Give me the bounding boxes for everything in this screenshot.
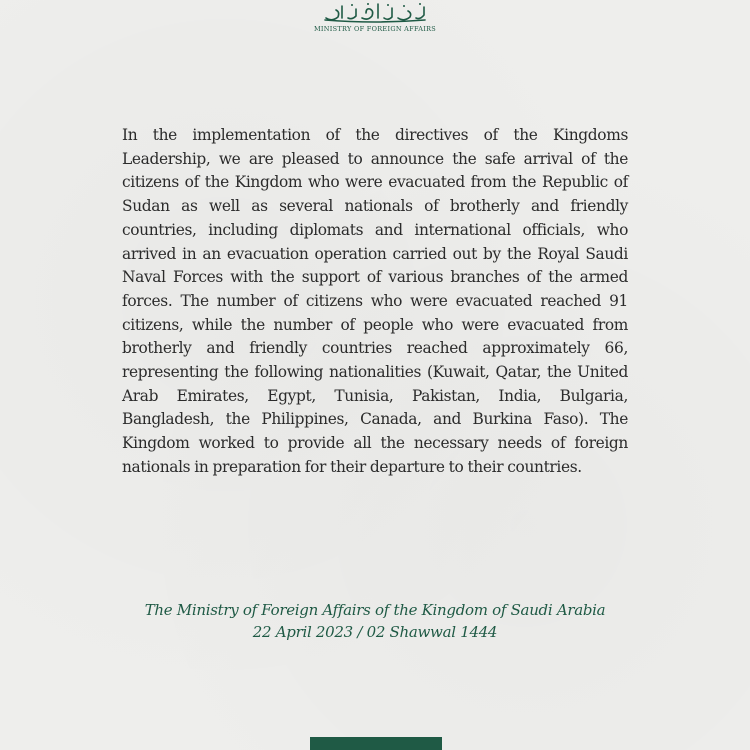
signature-block bbox=[0, 599, 750, 643]
arabic-calligraphy-logo-icon bbox=[322, 0, 428, 24]
ministry-logo bbox=[0, 0, 750, 40]
signature-date: 22 April 2023 / 02 Shawwal 1444 bbox=[252, 623, 498, 641]
signature-ministry-name: The Ministry of Foreign Affairs of the Kingdom of Saudi Arabia bbox=[144, 601, 606, 619]
footer-bar bbox=[310, 737, 442, 750]
ministry-caption: MINISTRY OF FOREIGN AFFAIRS bbox=[313, 25, 437, 33]
statement-body: In the implementation of the directives of the Kingdoms Leadership, we are pleased to announce the safe arrival of the citizens of the Kingdom who were evacuated from the Republic of Sudan as well as several nationals of brotherly and friendly countries, including diplomats and international officials, who arrived in an evacuation operation carried out by the Royal Saudi Naval Forces with the support of various branches of the armed forces. The number of citizens who were evacuated reached 91 citizens, while the number of people who were evacuated from brotherly and friendly countries reached approximately 66, representing the following nationalities (Kuwait, Qatar, the United Arab Emirates, Egypt, Tunisia, Pakistan, India, Bulgaria, Bangladesh, the Philippines, Canada, and Burkina Faso). The Kingdom worked to provide all the necessary needs of foreign nationals in preparation for their departure to their countries. bbox=[122, 126, 628, 476]
